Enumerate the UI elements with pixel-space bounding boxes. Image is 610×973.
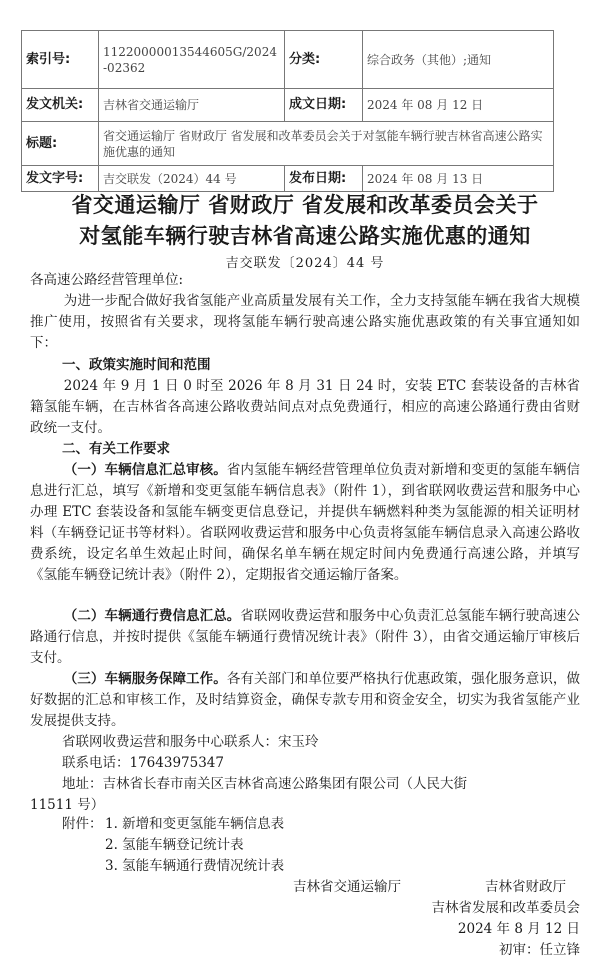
intro-paragraph: 为进一步配合做好我省氢能产业高质量发展有关工作，全力支持氢能车辆在我省大规模推广使用，按照省有关要求，现将氢能车辆行驶高速公路实施优惠政策的有关事宜通知如下： xyxy=(30,293,580,351)
contact-person: 省联网收费运营和服务中心联系人：宋玉玲 xyxy=(62,734,319,750)
attachments-label: 附件： xyxy=(62,816,103,832)
first-review: 初审：任立锋 xyxy=(499,942,580,958)
signatory-3: 吉林省发展和改革委员会 xyxy=(431,900,580,916)
published-date-label: 发布日期: xyxy=(285,166,363,192)
item-2-lead: （二）车辆通行费信息汇总。 xyxy=(63,608,241,624)
item-2-text: 省联网收费运营和服务中心负责汇总氢能车辆行驶高速公路通行信息，并按时提供《氢能车辆通行费情况统计表》（附件 3），由省交通运输厅审核后支付。 xyxy=(30,608,581,666)
attachment-2: 2. 氢能车辆登记统计表 xyxy=(105,837,244,853)
subject-label: 标题: xyxy=(22,122,99,166)
item-2-paragraph xyxy=(30,606,580,669)
doc-number-value: 吉交联发（2024）44 号 xyxy=(99,166,285,192)
category-label: 分类: xyxy=(285,31,363,89)
attachment-1: 1. 新增和变更氢能车辆信息表 xyxy=(105,816,285,832)
addressee: 各高速公路经营管理单位: xyxy=(30,272,184,288)
item-1-text: 省内氢能车辆经营管理单位负责对新增和变更的氢能车辆信息进行汇总，填写《新增和变更氢能车辆信息表》（附件 1），到省联网收费运营和服务中心办理 ETC 套装设备和氢能车辆变更信息登记，并提供车辆燃料种类为氢能源的相关证明材料（车辆登记证书等材料）。省联网收费运营和服务中心负责将氢能车辆信息录入高速公路收费系统，设定名单生效起止时间，确保名单车辆在规定时间内免费通行高速公路，并填写《氢能车辆登记统计表》（附件 2），定期报省交通运输厅备案。 xyxy=(30,462,581,583)
written-date-value: 2024 年 08 月 12 日 xyxy=(363,89,554,122)
attachment-3: 3. 氢能车辆通行费情况统计表 xyxy=(105,858,285,874)
index-value: 11220000013544605G/2024-02362 xyxy=(99,31,285,89)
signatory-2: 吉林省财政厅 xyxy=(485,879,566,895)
issuer-value: 吉林省交通运输厅 xyxy=(99,89,285,122)
signature-date: 2024 年 8 月 12 日 xyxy=(457,921,580,937)
item-1-lead: （一）车辆信息汇总审核。 xyxy=(63,462,227,478)
item-3-text: 各有关部门和单位要严格执行优惠政策，强化服务意识，做好数据的汇总和审核工作，及时结算资金，确保专款专用和资金安全，切实为我省氢能产业发展提供支持。 xyxy=(30,671,581,729)
title-line-1: 省交通运输厅 省财政厅 省发展和改革委员会关于 xyxy=(71,193,539,217)
contact-address-continued: 11511 号） xyxy=(30,797,105,813)
issuer-label: 发文机关: xyxy=(22,89,99,122)
section-2-heading: 二、有关工作要求 xyxy=(62,441,170,457)
signatory-1: 吉林省交通运输厅 xyxy=(293,879,401,895)
item-1-paragraph xyxy=(30,460,580,586)
written-date-label: 成文日期: xyxy=(285,89,363,122)
metadata-table xyxy=(21,30,554,192)
category-value: 综合政务（其他）;通知 xyxy=(363,31,554,89)
subject-value: 省交通运输厅 省财政厅 省发展和改革委员会关于对氢能车辆行驶吉林省高速公路实施优惠的通知 xyxy=(99,122,554,166)
item-3-paragraph xyxy=(30,669,580,732)
contact-phone: 联系电话：17643975347 xyxy=(62,755,224,771)
section-1-text: 2024 年 9 月 1 日 0 时至 2026 年 8 月 31 日 24 时，安装 ETC 套装设备的吉林省籍氢能车辆，在吉林省各高速公路收费站间点对点免费通行，相应的高速公路通行费由省财政统一支付。 xyxy=(30,378,580,436)
document-number: 吉交联发〔2024〕44 号 xyxy=(225,256,385,271)
index-label: 索引号: xyxy=(22,31,99,89)
section-1-heading: 一、政策实施时间和范围 xyxy=(62,357,211,373)
doc-number-label: 发文字号: xyxy=(22,166,99,192)
item-3-lead: （三）车辆服务保障工作。 xyxy=(63,671,227,687)
published-date-value: 2024 年 08 月 13 日 xyxy=(363,166,554,192)
contact-address: 地址：吉林省长春市南关区吉林省高速公路集团有限公司（人民大街 xyxy=(62,776,467,792)
title-line-2: 对氢能车辆行驶吉林省高速公路实施优惠的通知 xyxy=(79,224,531,248)
